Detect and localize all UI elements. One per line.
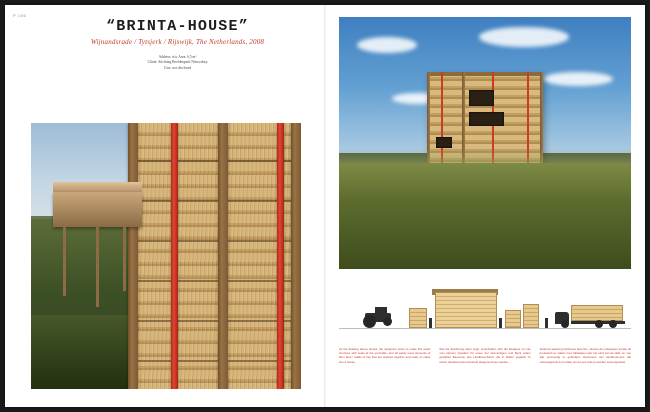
red-tension-strap — [171, 123, 178, 389]
balcony-post — [123, 227, 126, 291]
timber-balcony — [53, 192, 142, 227]
balcony-post — [63, 227, 66, 296]
book-gutter — [324, 5, 326, 407]
window-opening — [436, 137, 452, 148]
worker-figure — [545, 318, 548, 328]
title-block — [65, 19, 290, 71]
project-meta — [65, 55, 290, 72]
meta-line-cost: Cost: not disclosed — [163, 65, 192, 70]
straw-bale-wall — [128, 123, 301, 389]
book-spread — [5, 5, 645, 407]
reed-field — [339, 163, 631, 269]
page-folio: P 106 — [13, 13, 27, 18]
house-under-construction — [435, 292, 497, 328]
window-opening — [469, 112, 504, 125]
meta-line-address: Address: n/a, Area: 6,5 m² — [158, 54, 197, 59]
right-page — [325, 5, 645, 407]
caption-english: As the drawing above shows, the designers strive to make this exact structure with seats at the end-table, and all easily used elements of farm land / stalks of hay that are stacked together and ready to make into a house. — [339, 347, 431, 364]
worker-figure — [429, 318, 432, 328]
worker-figure — [499, 318, 502, 328]
meta-line-client: Client: Stichting Beeldenpark Nieuwdorp — [147, 60, 208, 65]
truck-icon — [553, 306, 625, 328]
tractor-icon — [355, 308, 399, 328]
bale-stack — [505, 310, 521, 328]
bale-stack — [523, 304, 539, 328]
bale-stack — [409, 308, 427, 328]
caption-german: Wie die Zeichnung oben zeigt, entscheiden sich die Designer um die vom kleinen Quadern für einen der ebenerdigen und Byck selten gestalten Elemente des Landbaus-Stroh, die in Rollen gepackt zu einem bauelementen konstruit ausgenommen werden. — [439, 347, 531, 364]
caption-dutch: Zoals de tekening hierboven laat zien, streven de ontwerpers ernaar dit bouwwerk te maken met zitplaatsen aan het eind van de tafel, en met alle eenvoudig te gebruiken elementen van landbouw-stro dat samengeperst is en klaar om tot een huis te worden samengesteld. — [539, 347, 631, 364]
window-opening — [469, 90, 495, 106]
page-subtitle: Wijnandsrade / Tytsjerk / Rijswijk, The Netherlands, 2008 — [90, 37, 265, 46]
caption-block — [339, 347, 631, 393]
ground-line — [339, 328, 631, 329]
process-diagram — [339, 281, 631, 339]
left-page — [5, 5, 325, 407]
straw-wall-photo — [31, 123, 301, 389]
balcony-post — [96, 227, 99, 307]
page-title: “BRINTA-HOUSE” — [106, 18, 249, 35]
tower-house-photo — [339, 17, 631, 269]
red-tension-strap — [277, 123, 284, 389]
